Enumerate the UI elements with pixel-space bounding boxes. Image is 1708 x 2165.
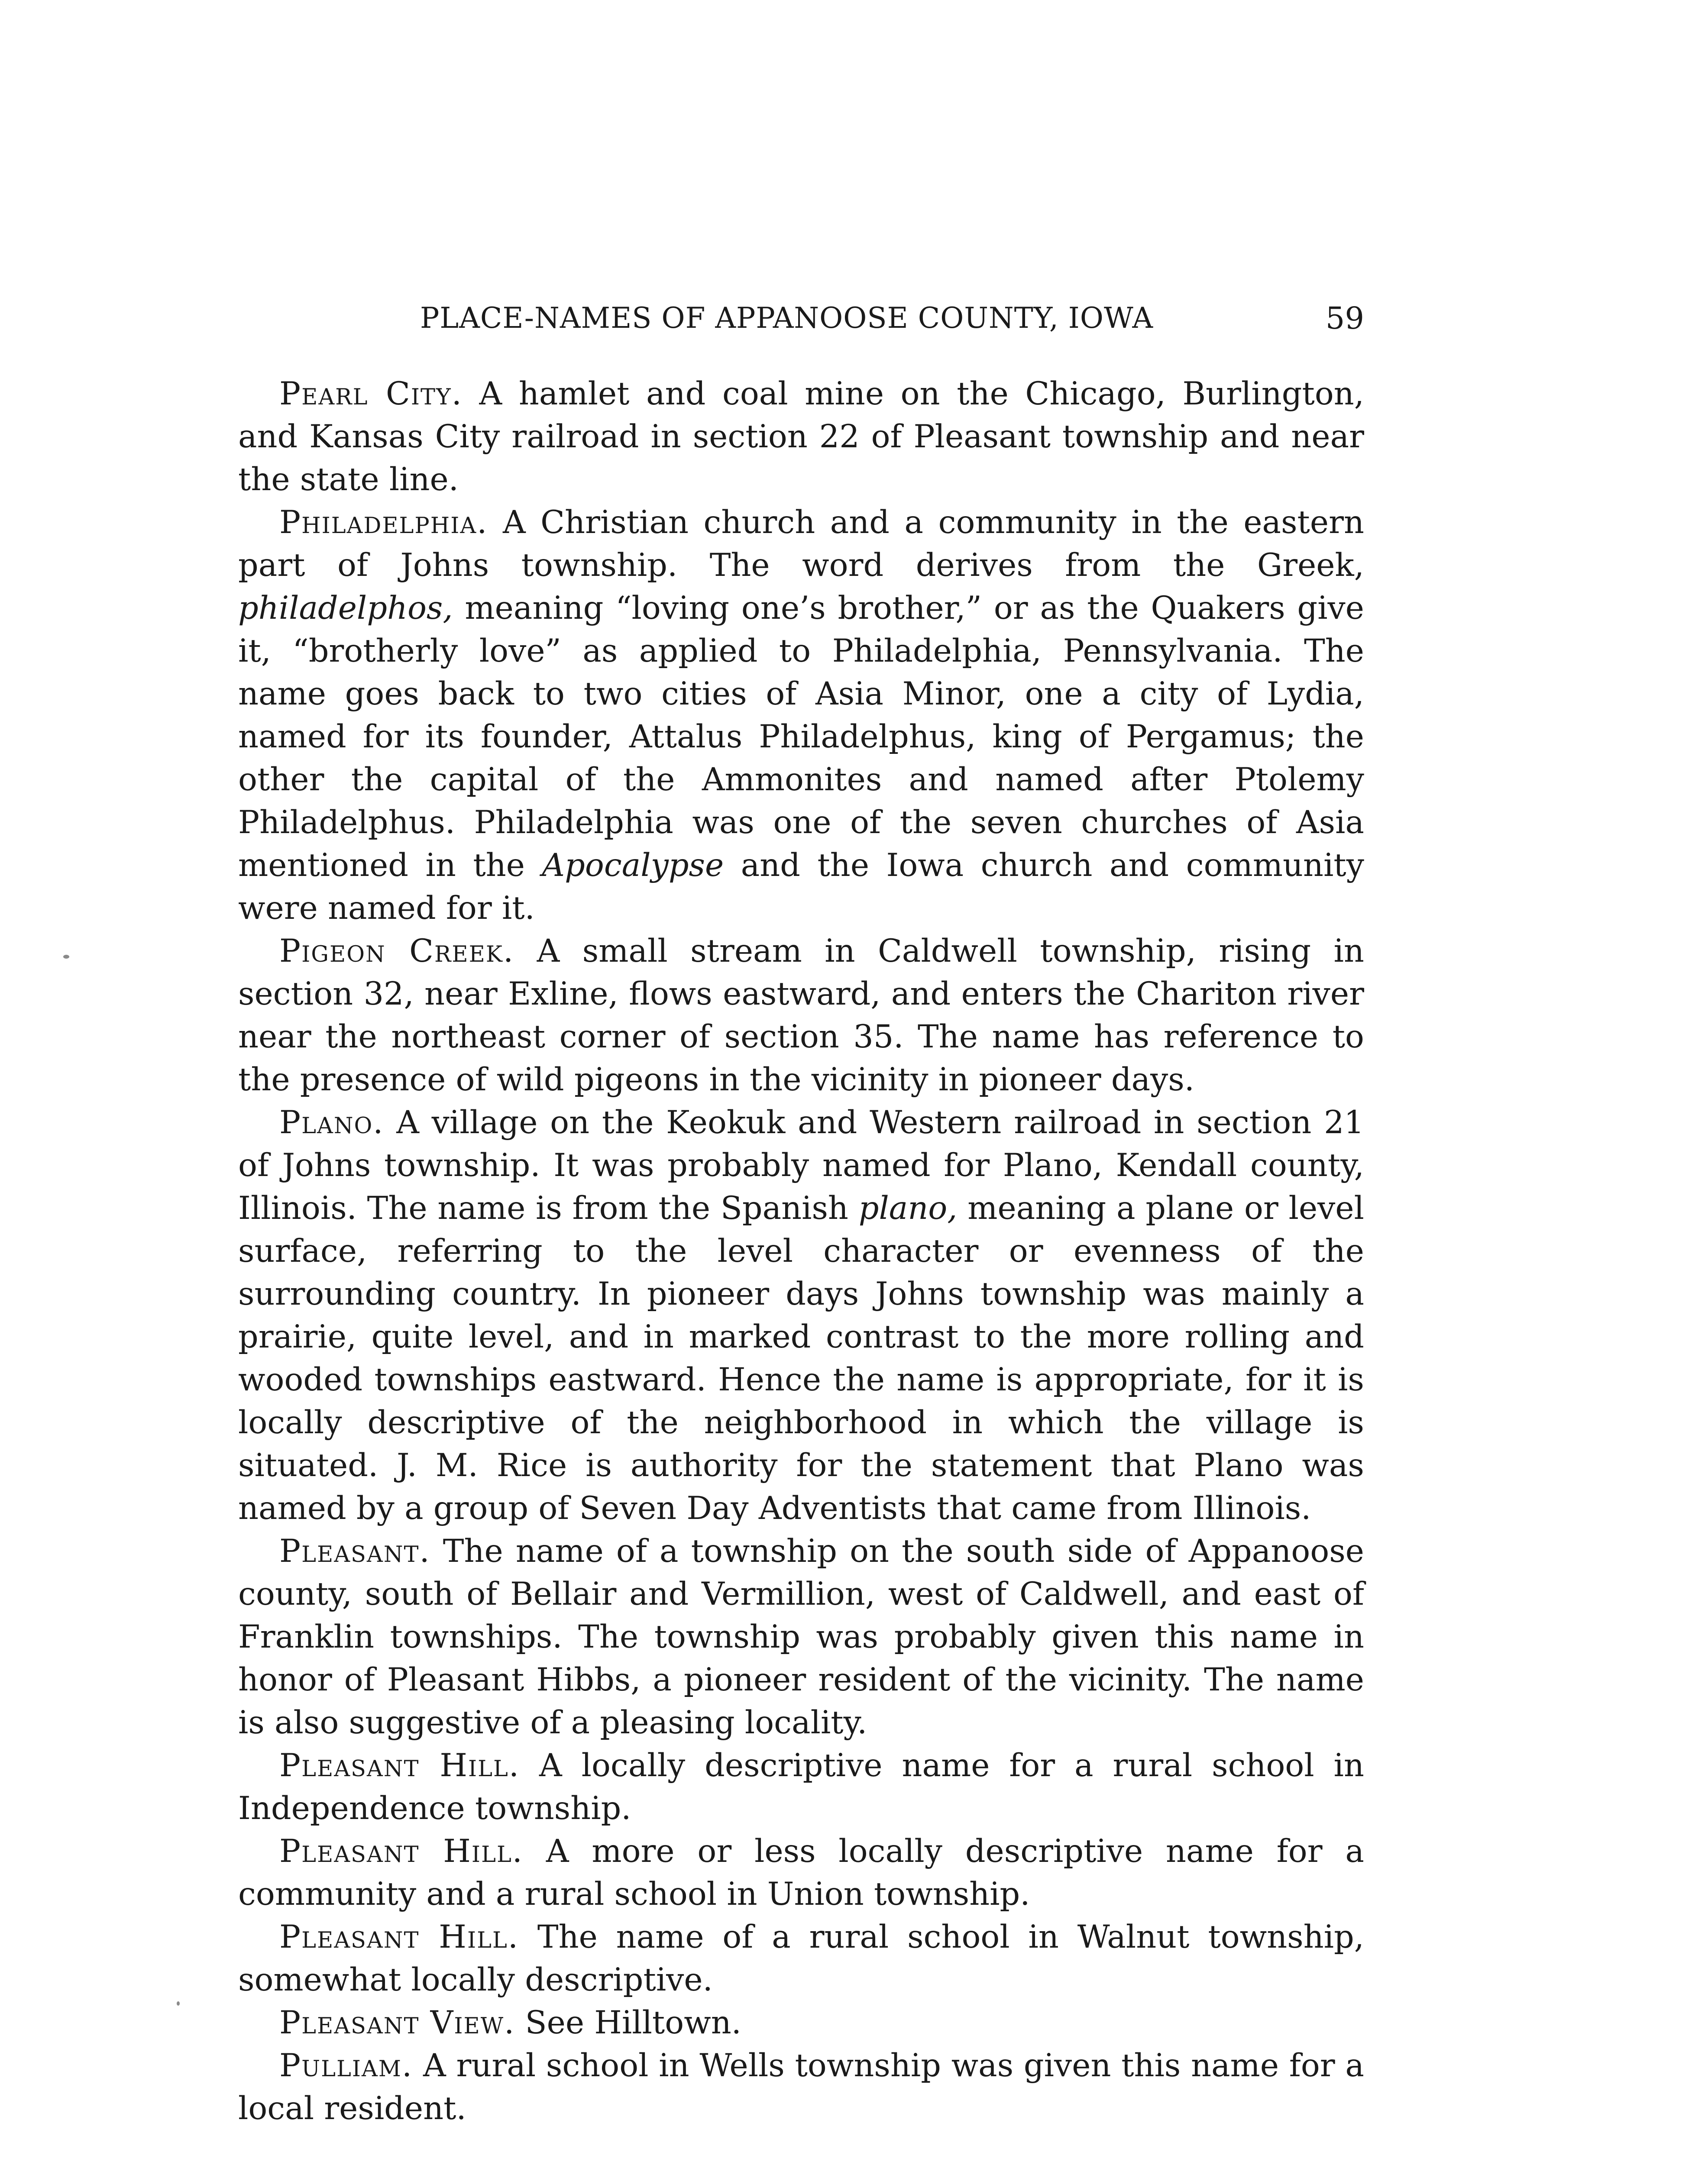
entry-pearl-city (238, 372, 1364, 501)
entry-text: A hamlet and coal mine on the Chicago, Burlington, and Kansas City railroad in section 22 of Pleasant township and near the state line. (238, 375, 1364, 498)
entry-text: meaning a plane or level surface, referring to the level character or evenness of the surrounding country. In pioneer days Johns township was mainly a prairie, quite level, and in marked contrast to the more rolling and wooded townships eastward. Hence the name is appropriate, for it is locally descriptive of the neighborhood in which the village is situated. J. M. Rice is authority for the statement that Plano was named by a group of Seven Day Adventists that came from Illinois. (238, 1190, 1364, 1527)
entry-pleasant-view (238, 2001, 1364, 2044)
entry-text: A rural school in Wells township was given this name for a local resident. (238, 2047, 1364, 2127)
entry-name: Pleasant Hill. (279, 1747, 520, 1784)
entry-pleasant-hill-independence (238, 1744, 1364, 1830)
entry-pleasant-hill-walnut (238, 1916, 1364, 2001)
page-number: 59 (1325, 301, 1364, 336)
spanish-term: plano, (858, 1190, 958, 1227)
entry-text: The name of a township on the south side of Appanoose county, south of Bellair and Vermillion, west of Caldwell, and east of Franklin townships. The township was probably given this name in honor of Pleasant Hibbs, a pioneer resident of the vicinity. The name is also suggestive of a pleasing locality. (238, 1533, 1364, 1741)
entry-text: meaning “loving one’s brother,” or as the Quakers give it, “brotherly love” as applied to Philadelphia, Pennsylvania. The name goes back to two cities of Asia Minor, one a city of Lydia, named for its founder, Attalus Philadelphus, king of Pergamus; the other the capital of the Ammonites and named after Ptolemy Philadelphus. Philadelphia was one of the seven churches of Asia mentioned in the (238, 590, 1364, 884)
entry-name: Pleasant Hill. (279, 1833, 524, 1870)
entry-name: Pulliam. (279, 2047, 413, 2084)
scan-speck (63, 955, 69, 959)
entry-text: A small stream in Caldwell township, rising in section 32, near Exline, flows eastward, and enters the Chariton river near the northeast corner of section 35. The name has reference to the presence of wild pigeons in the vicinity in pioneer days. (238, 933, 1364, 1098)
book-title: Apocalypse (542, 847, 724, 884)
entry-philadelphia (238, 501, 1364, 930)
entry-name: Pleasant View. (279, 2004, 515, 2041)
entry-pleasant-hill-union (238, 1830, 1364, 1916)
entry-name: Pearl City. (279, 375, 463, 412)
entry-text: See Hilltown. (525, 2004, 741, 2041)
entry-text: The name of a rural school in Walnut township, somewhat locally descriptive. (238, 1919, 1365, 1998)
entry-pleasant (238, 1530, 1364, 1744)
running-title: PLACE-NAMES OF APPANOOSE COUNTY, IOWA (420, 301, 1154, 335)
entry-text: A Christian church and a community in the eastern part of Johns township. The word derives from the Greek, (238, 504, 1364, 584)
entry-text: A village on the Keokuk and Western railroad in section 21 of Johns township. It was probably named for Plano, Kendall county, Illinois. The name is from the Spanish (238, 1104, 1364, 1227)
entry-text: A locally descriptive name for a rural school in Independence township. (238, 1747, 1364, 1827)
entry-pigeon-creek (238, 930, 1364, 1101)
greek-term: philadelphos, (238, 590, 453, 627)
entry-name: Philadelphia. (279, 504, 488, 541)
running-head (238, 299, 1364, 338)
entry-pulliam (238, 2044, 1364, 2130)
entry-name: Pleasant Hill. (279, 1919, 519, 1955)
entry-name: Pigeon Creek. (279, 933, 514, 969)
entry-text: and the Iowa church and community were named for it. (238, 847, 1364, 927)
entry-text: A more or less locally descriptive name for a community and a rural school in Union township. (238, 1833, 1364, 1913)
scan-speck (177, 2001, 180, 2006)
page (238, 0, 1364, 2165)
entry-name: Pleasant. (279, 1533, 430, 1570)
entry-plano (238, 1101, 1364, 1530)
entry-name: Plano. (279, 1104, 384, 1141)
entry-list (238, 372, 1364, 2130)
